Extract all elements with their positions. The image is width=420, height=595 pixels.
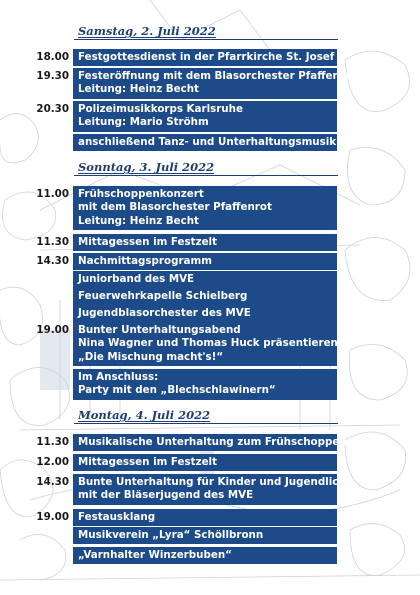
schedule-row [0,68,420,99]
event-line: Jugendblasorchester des MVE [78,307,251,319]
event-line: Bunter Unterhaltungsabend [78,324,241,336]
event-time: 11.00 [36,188,69,200]
event-line: „Die Mischung macht's!“ [78,350,224,363]
schedule-row [0,253,420,270]
schedule-row [0,509,420,526]
event-line: „Varnhalter Winzerbuben“ [78,549,232,561]
event-line: Festgottesdienst in der Pfarrkirche St. Josef [78,51,335,63]
schedule-row [0,322,420,366]
schedule-row [0,49,420,66]
event-box [73,68,357,99]
event-line: Leitung: Mario Ströhm [78,116,209,129]
schedule-row [0,474,420,505]
event-time [0,134,73,151]
event-time: 11.30 [36,436,69,448]
event-box [73,253,337,270]
event-box [73,454,337,471]
event-line: Frühschoppenkonzert [78,188,204,200]
event-box [73,234,337,251]
schedule-row [0,288,420,305]
event-box [73,369,337,400]
event-box [73,509,337,526]
event-time [0,271,73,288]
event-line: Mittagessen im Festzelt [78,236,218,248]
event-time [0,369,73,400]
event-line: Festausklang [78,511,156,523]
event-time: 19.00 [36,511,69,523]
event-time [0,527,73,544]
event-box [73,547,337,564]
schedule-row [0,234,420,251]
event-line: anschließend Tanz- und Unterhaltungsmusik [78,136,337,148]
event-line: Musikalische Unterhaltung zum Frühschoppen [78,436,347,448]
event-box [73,322,337,366]
event-line: Festeröffnung mit dem Blasorchester Pfaffenrot [78,70,357,82]
schedule-row [0,101,420,132]
schedule-row [0,527,420,544]
day-heading-saturday: Samstag, 2. Juli 2022 [78,24,216,38]
day-divider [74,175,338,176]
event-line: Musikverein „Lyra“ Schöllbronn [78,529,264,541]
schedule-row [0,434,420,451]
event-box [73,186,337,230]
event-time: 12.00 [36,456,69,468]
event-line: mit dem Blasorchester Pfaffenrot [78,201,272,214]
event-line: Leitung: Heinz Becht [78,214,199,227]
event-box [73,49,337,66]
event-time: 14.30 [36,476,69,488]
schedule-row [0,186,420,230]
event-box [73,527,337,544]
schedule-row [0,271,420,288]
event-time: 19.30 [36,70,69,82]
event-box [73,288,337,305]
event-line: Polizeimusikkorps Karlsruhe [78,103,243,115]
event-line: Juniorband des MVE [78,273,195,285]
event-line: Nachmittagsprogramm [78,255,212,267]
event-line: Leitung: Heinz Becht [78,83,199,96]
day-divider [74,39,338,40]
schedule-row [0,547,420,564]
event-box [73,271,337,288]
schedule-row [0,305,420,322]
event-box [73,474,353,505]
event-time [0,547,73,564]
event-box [73,305,337,322]
event-time: 19.00 [36,324,69,336]
event-line: mit der Bläserjugend des MVE [78,489,254,502]
event-time: 14.30 [36,255,69,267]
day-heading-monday: Montag, 4. Juli 2022 [78,408,211,422]
event-time: 11.30 [36,236,69,248]
schedule-row [0,454,420,471]
schedule-row [0,134,420,151]
event-box [73,434,347,451]
event-time: 20.30 [36,103,69,115]
event-box [73,134,337,151]
event-time [0,288,73,305]
event-line: Im Anschluss: [78,371,159,383]
event-line: Party mit den „Blechschlawinern“ [78,384,276,397]
event-line: Bunte Unterhaltung für Kinder und Jugendliche [78,476,353,488]
event-line: Feuerwehrkapelle Schielberg [78,290,248,302]
day-divider [74,423,338,424]
event-line: Mittagessen im Festzelt [78,456,218,468]
event-time: 18.00 [36,51,69,63]
day-heading-sunday: Sonntag, 3. Juli 2022 [78,160,215,174]
schedule-row [0,369,420,400]
event-time [0,305,73,322]
event-box [73,101,337,132]
event-line: Nina Wagner und Thomas Huck präsentieren [78,337,338,350]
